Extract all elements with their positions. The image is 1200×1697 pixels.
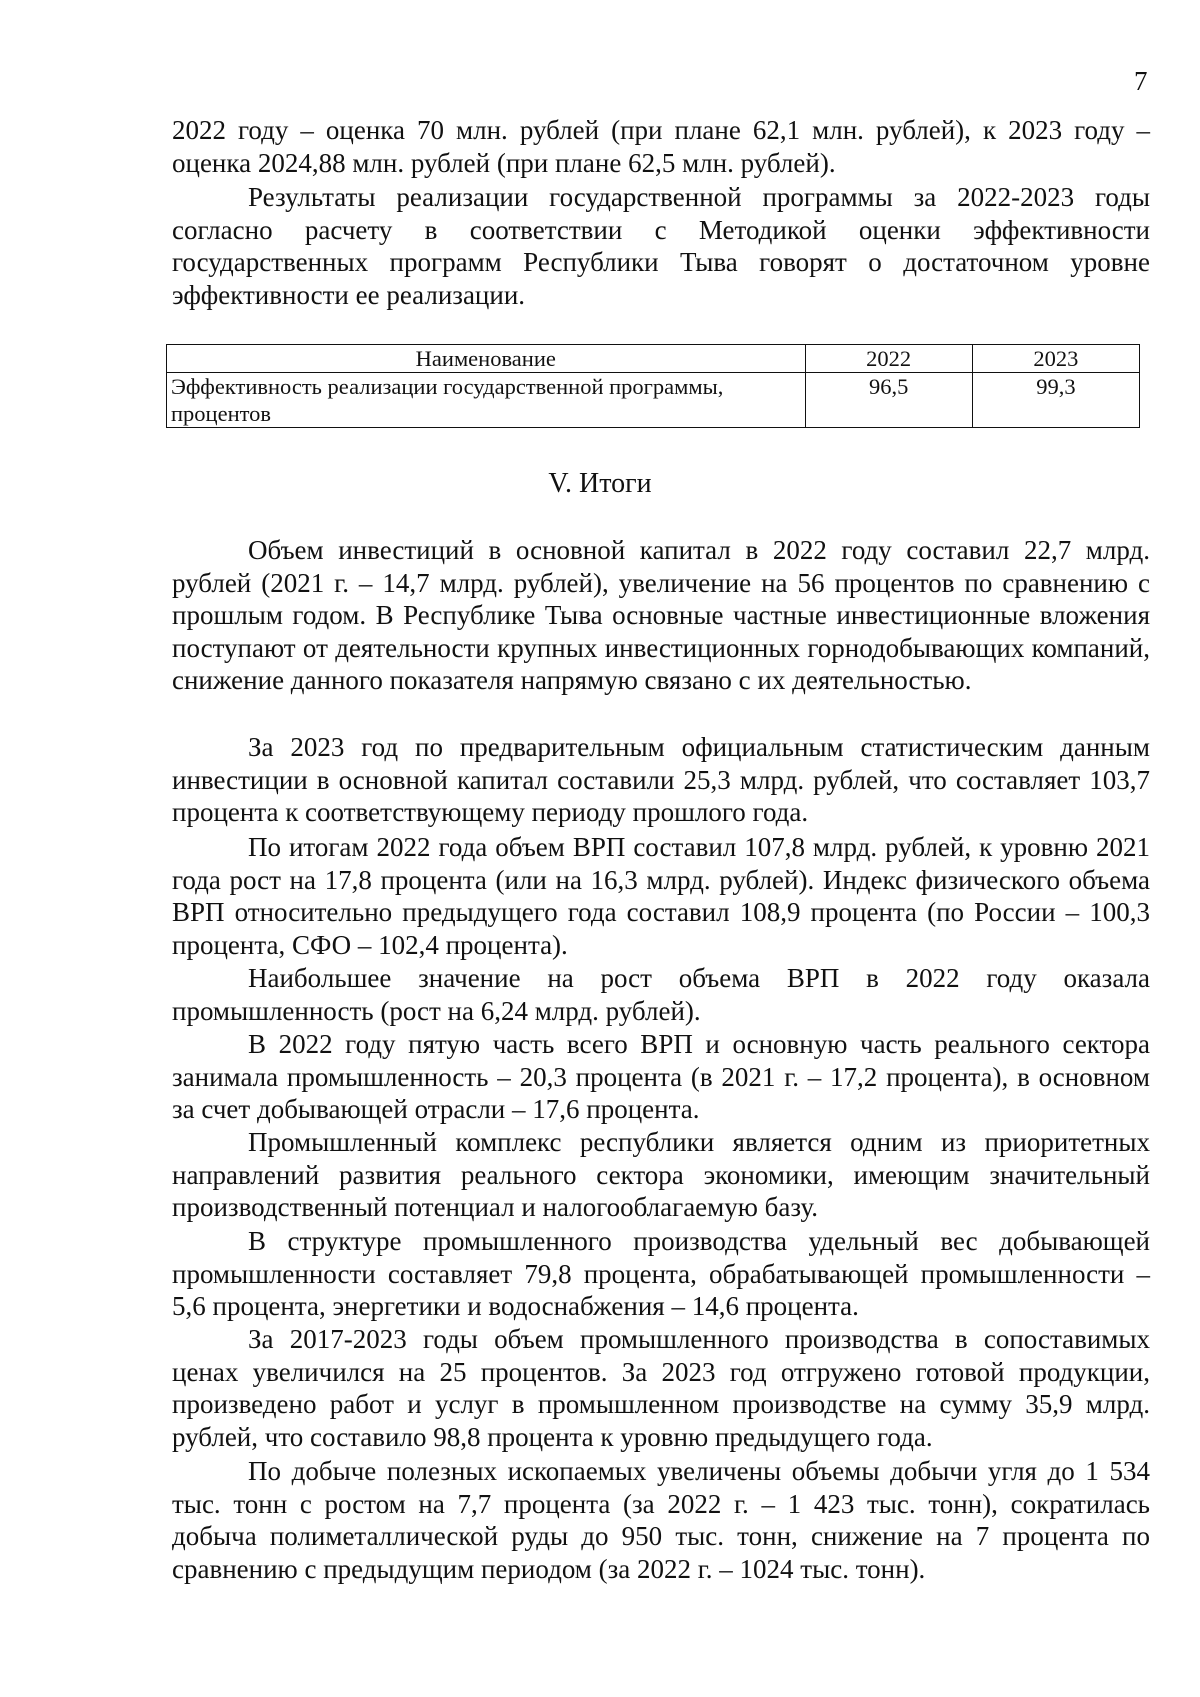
table-header-name: Наименование bbox=[167, 345, 806, 373]
table-cell-2022: 96,5 bbox=[805, 373, 972, 428]
paragraph-mining: По добыче полезных ископаемых увеличены объемы добычи угля до 1 534 тыс. тонн с ростом на 7,7 процента (за 2022 г. – 1 423 тыс. тонн), сократилась добыча полиметаллической руды до 950 тыс. тонн, снижение на 7 процента по сравнению с предыдущим периодом (за 2022 г. – 1024 тыс. тонн). bbox=[172, 1456, 1150, 1584]
table-header-2023: 2023 bbox=[972, 345, 1139, 373]
paragraph-industrial-complex: Промышленный комплекс республики является одним из приоритетных направлений развития реального сектора экономики, имеющим значительный производственный потенциал и налогооблагаемую базу. bbox=[172, 1127, 1150, 1222]
table-header-2022: 2022 bbox=[805, 345, 972, 373]
paragraph-continuation: 2022 году – оценка 70 млн. рублей (при плане 62,1 млн. рублей), к 2023 году – оценка 2024,88 млн. рублей (при плане 62,5 млн. рублей). bbox=[172, 115, 1150, 178]
table-header-row bbox=[167, 345, 1140, 373]
paragraph-grp-growth: Наибольшее значение на рост объема ВРП в 2022 году оказала промышленность (рост на 6,24 млрд. рублей). bbox=[172, 963, 1150, 1026]
paragraph-investments-2023: За 2023 год по предварительным официальным статистическим данным инвестиции в основной капитал составили 25,3 млрд. рублей, что составляет 103,7 процента к соответствующему периоду прошлого года. bbox=[172, 732, 1150, 827]
efficiency-table bbox=[166, 344, 1140, 428]
table-cell-2023: 99,3 bbox=[972, 373, 1139, 428]
paragraph-results: Результаты реализации государственной программы за 2022-2023 годы согласно расчету в соответствии с Методикой оценки эффективности государственных программ Республики Тыва говорят о достаточном уровне эффективности ее реализации. bbox=[172, 182, 1150, 310]
page-number: 7 bbox=[1134, 66, 1148, 96]
section-heading: V. Итоги bbox=[548, 468, 652, 499]
table-cell-indicator: Эффективность реализации государственной программы, процентов bbox=[167, 373, 806, 428]
paragraph-industry-share: В 2022 году пятую часть всего ВРП и основную часть реального сектора занимала промышленность – 20,3 процента (в 2021 г. – 17,2 процента), в основном за счет добывающей отрасли – 17,6 процента. bbox=[172, 1029, 1150, 1124]
paragraph-industrial-output: За 2017-2023 годы объем промышленного производства в сопоставимых ценах увеличился на 25 процентов. За 2023 год отгружено готовой продукции, произведено работ и услуг в промышленном производстве на сумму 35,9 млрд. рублей, что составило 98,8 процента к уровню предыдущего года. bbox=[172, 1324, 1150, 1452]
paragraph-industry-structure: В структуре промышленного производства удельный вес добывающей промышленности составляет 79,8 процента, обрабатывающей промышленности – 5,6 процента, энергетики и водоснабжения – 14,6 процента. bbox=[172, 1226, 1150, 1321]
table-row bbox=[167, 373, 1140, 428]
paragraph-investments-2022: Объем инвестиций в основной капитал в 2022 году составил 22,7 млрд. рублей (2021 г. – 14,7 млрд. рублей), увеличение на 56 процентов по сравнению с прошлым годом. В Республике Тыва основные частные инвестиционные вложения поступают от деятельности крупных инвестиционных горнодобывающих компаний, снижение данного показателя напрямую связано с их деятельностью. bbox=[172, 535, 1150, 695]
paragraph-grp: По итогам 2022 года объем ВРП составил 107,8 млрд. рублей, к уровню 2021 года рост на 17,8 процента (или на 16,3 млрд. рублей). Индекс физического объема ВРП относительно предыдущего года составил 108,9 процента (по России – 100,3 процента, СФО – 102,4 процента). bbox=[172, 832, 1150, 960]
